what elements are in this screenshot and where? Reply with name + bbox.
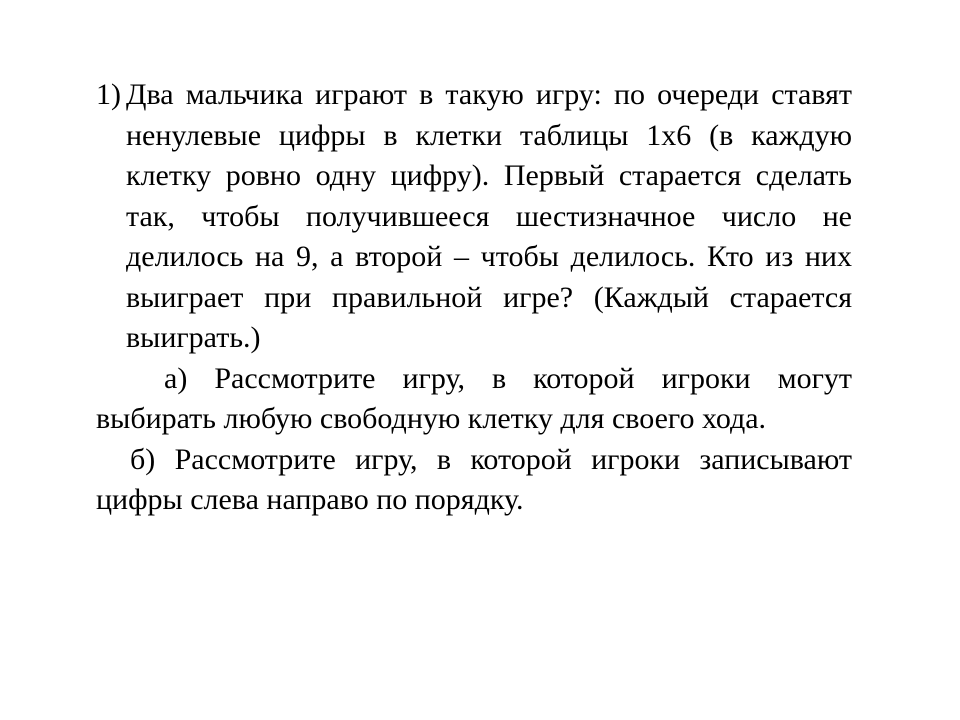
problem-text: Два мальчика играют в такую игру: по очереди ставят ненулевые цифры в клетки таблицы 1х6 (в каждую клетку ровно одну цифру). Первый старается сделать так, чтобы получившееся шестизначное число не делилось на 9, а второй – чтобы делилось. Кто из них выиграет при правильной игре? (Каждый старается выиграть.)	[126, 78, 852, 354]
part-b-text: б) Рассмотрите игру, в которой игроки записывают цифры слева направо по порядку.	[96, 442, 852, 516]
part-a-text: а) Рассмотрите игру, в которой игроки могут выбирать любую свободную клетку для своего хода.	[96, 361, 852, 435]
problem-number: 1)	[96, 78, 121, 111]
problem-block	[96, 75, 852, 521]
problem-statement	[96, 75, 852, 359]
